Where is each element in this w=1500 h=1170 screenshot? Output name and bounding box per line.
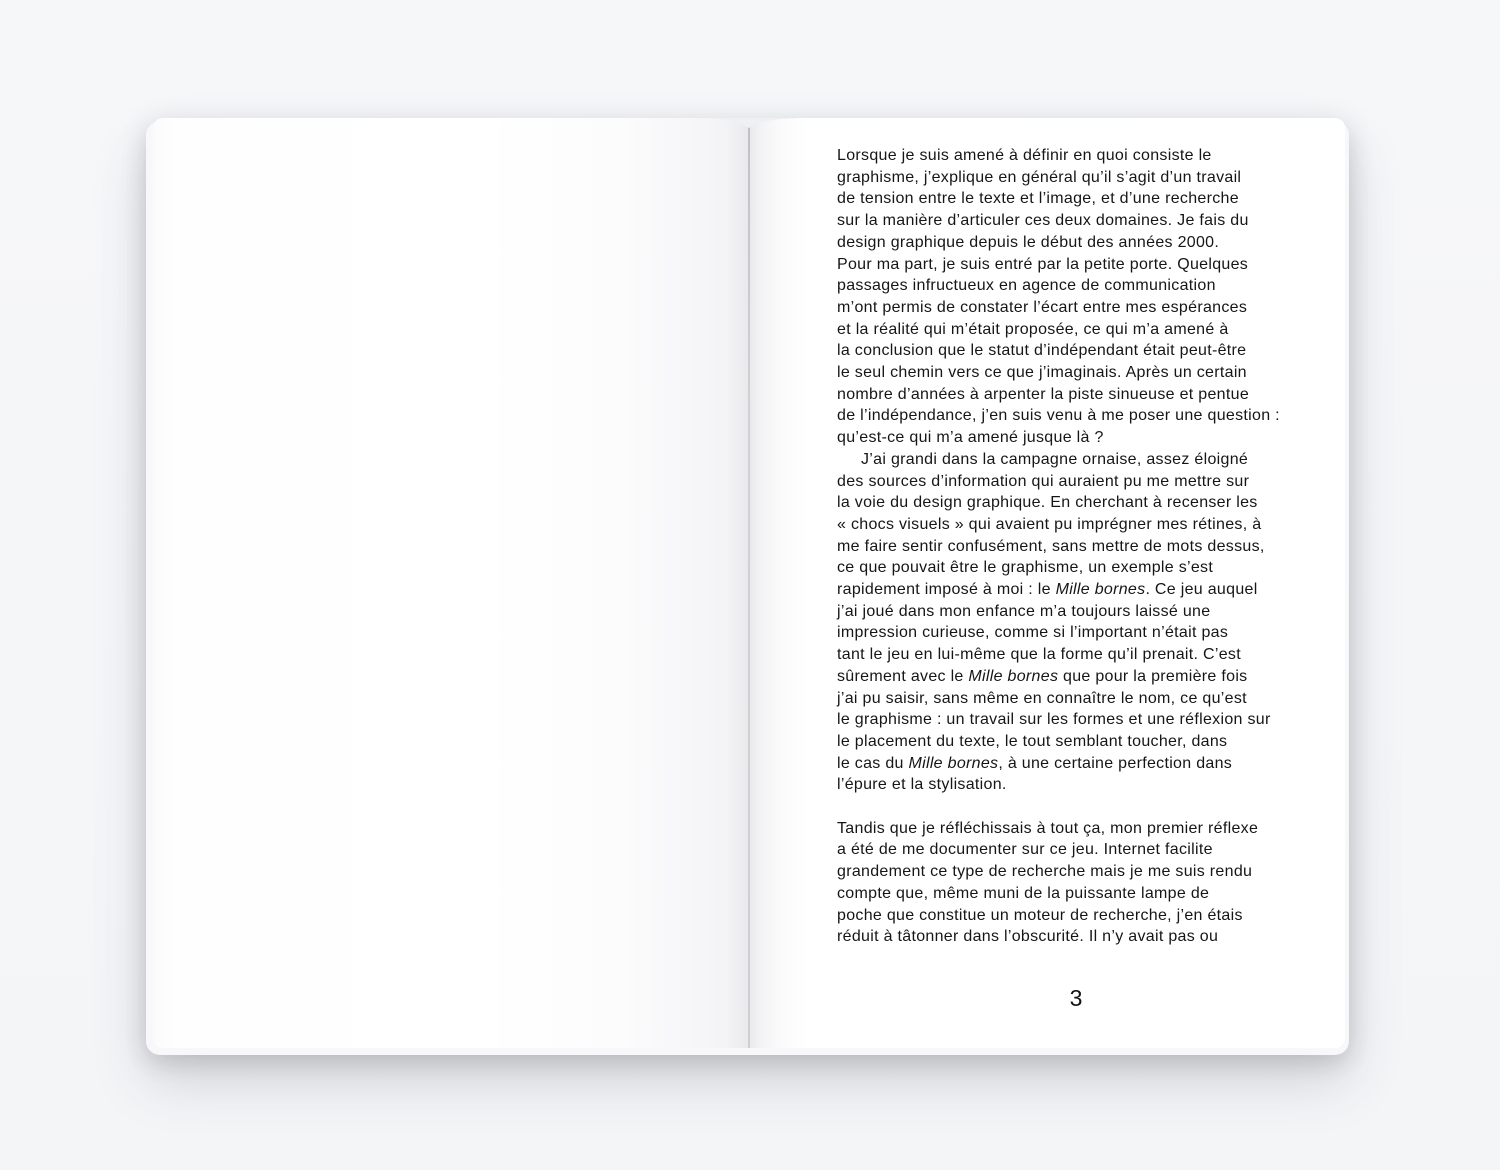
text-line: réduit à tâtonner dans l’obscurité. Il n’y avait pas ou: [837, 928, 1219, 946]
text-line: de l’indépendance, j’en suis venu à me poser une question :: [837, 407, 1280, 425]
text-line: j’ai pu saisir, sans même en connaître le nom, ce qu’est: [837, 689, 1247, 707]
text-line: j’ai joué dans mon enfance m’a toujours laissé une: [837, 602, 1211, 620]
spine-top-notch-icon: [699, 118, 799, 129]
text-line: la voie du design graphique. En cherchant à recenser les: [837, 494, 1258, 512]
book-spread: [153, 118, 1345, 1048]
text-line: me faire sentir confusément, sans mettre de mots dessus,: [837, 537, 1265, 555]
text-line: l’épure et la stylisation.: [837, 776, 1007, 794]
text-line: le seul chemin vers ce que j’imaginais. Après un certain: [837, 364, 1247, 382]
text-line: nombre d’années à arpenter la piste sinueuse et pentue: [837, 385, 1250, 403]
text-line: des sources d’information qui auraient pu me mettre sur: [837, 472, 1250, 490]
text-line: Pour ma part, je suis entré par la petite porte. Quelques: [837, 255, 1249, 273]
text-line: la conclusion que le statut d’indépendant était peut-être: [837, 342, 1247, 360]
page-number: 3: [1069, 985, 1083, 1011]
text-line: sûrement avec le Mille bornes que pour la première fois: [837, 667, 1248, 685]
italic-text: Mille bornes: [968, 667, 1059, 685]
text-line: m’ont permis de constater l’écart entre mes espérances: [837, 298, 1248, 316]
text-line: Tandis que je réfléchissais à tout ça, mon premier réflexe: [837, 819, 1259, 837]
text-line: impression curieuse, comme si l’important n’était pas: [837, 624, 1229, 642]
text-line: le graphisme : un travail sur les formes et une réflexion sur: [837, 711, 1271, 729]
right-page: [749, 118, 1345, 1048]
text-line: graphisme, j’explique en général qu’il s’agit d’un travail: [837, 168, 1242, 186]
book-spine: [748, 127, 750, 1048]
text-line: ce que pouvait être le graphisme, un exemple s’est: [837, 559, 1214, 577]
text-line: de tension entre le texte et l’image, et d’une recherche: [837, 190, 1239, 208]
text-column: [837, 145, 1315, 948]
text-line: design graphique depuis le début des années 2000.: [837, 233, 1220, 251]
text-line: compte que, même muni de la puissante lampe de: [837, 884, 1210, 902]
text-line: grandement ce type de recherche mais je me suis rendu: [837, 863, 1253, 881]
text-line: « chocs visuels » qui avaient pu imprégner mes rétines, à: [837, 515, 1262, 533]
text-line: Lorsque je suis amené à définir en quoi consiste le: [837, 147, 1212, 164]
text-line: J’ai grandi dans la campagne ornaise, assez éloigné: [861, 450, 1249, 468]
italic-text: Mille bornes: [1055, 581, 1146, 599]
book-pages: [153, 118, 1345, 1048]
text-line: poche que constitue un moteur de recherche, j’en étais: [837, 906, 1243, 924]
text-line: et la réalité qui m’était proposée, ce qui m’a amené à: [837, 320, 1229, 338]
text-line: qu’est-ce qui m’a amené jusque là ?: [837, 429, 1104, 447]
left-page: [153, 118, 749, 1048]
text-line: tant le jeu en lui-même que la forme qu’il prenait. C’est: [837, 646, 1241, 664]
text-line: a été de me documenter sur ce jeu. Internet facilite: [837, 841, 1213, 859]
text-line: le cas du Mille bornes, à une certaine perfection dans: [837, 754, 1233, 772]
text-line: rapidement imposé à moi : le Mille bornes. Ce jeu auquel: [837, 581, 1258, 599]
text-line: le placement du texte, le tout semblant toucher, dans: [837, 732, 1228, 750]
text-line: sur la manière d’articuler ces deux domaines. Je fais du: [837, 212, 1249, 230]
text-line: passages infructueux en agence de communication: [837, 277, 1216, 295]
italic-text: Mille bornes: [908, 754, 999, 772]
